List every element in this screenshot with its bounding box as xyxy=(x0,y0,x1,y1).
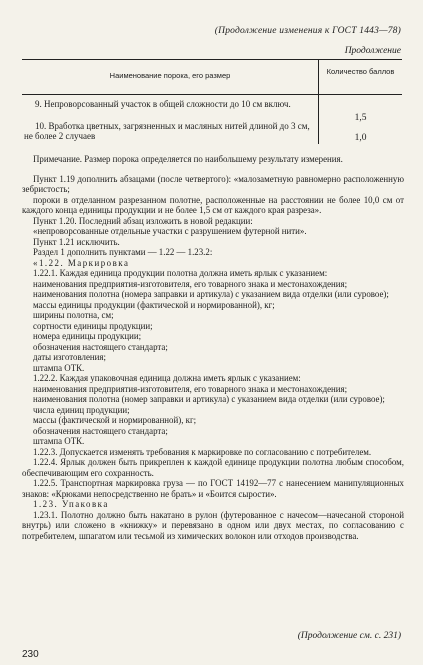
paragraph: штампа ОТК. xyxy=(33,436,85,446)
paragraph: наименования полотна (номер заправки и артикула) с указанием вида отделки (или суровое); xyxy=(33,394,385,404)
document-body xyxy=(22,154,404,541)
paragraph: «непроворсованные отдельные участки с разрушением футерной нити». xyxy=(33,226,307,236)
continuation-label: Продолжение xyxy=(344,46,401,56)
column-header-defect: Наименование порока, его размер xyxy=(109,71,231,80)
paragraph: 1.23.1. Полотно должно быть накатано в рулон (футерованное с начесом—начесаной стороной внутрь) или сложено в «книжку» и перевязано в одном или двух местах, по согласованию с потребителем, шпагатом или тесьмой из химических волокон или отходов производства. xyxy=(22,509,404,541)
paragraph: наименования предприятия-изготовителя, его товарного знака и местонахождения; xyxy=(33,278,348,289)
note-paragraph: Примечание. Размер порока определяется по наибольшему результату измерения. xyxy=(33,154,343,164)
paragraph: ширины полотна, см; xyxy=(33,310,114,320)
paragraph: числа единиц продукции; xyxy=(33,404,130,415)
paragraph: сортности единицы продукции; xyxy=(33,320,153,331)
table-header-rule xyxy=(22,94,402,95)
table-top-rule xyxy=(22,59,402,60)
running-header: (Продолжение изменения к ГОСТ 1443—78) xyxy=(214,26,401,36)
paragraph: 1.22.1. Каждая единица продукции полотна должна иметь ярлык с указанием: xyxy=(33,268,328,278)
paragraph: номера единицы продукции; xyxy=(33,331,142,341)
table-row-text: 10. Вработка цветных, загрязненных и масляных нитей длиной до 3 см, не более 2 случаев xyxy=(24,121,310,141)
paragraph: 1.22.2. Каждая упаковочная единица должна иметь ярлык с указанием: xyxy=(33,373,301,383)
paragraph: даты изготовления; xyxy=(33,352,106,362)
section-heading: 1.23. Упаковка xyxy=(33,499,109,509)
continuation-footer: (Продолжение см. с. 231) xyxy=(297,631,401,641)
table-row-text: 9. Непроворсованный участок в общей сложности до 10 см включ. xyxy=(35,99,291,109)
paragraph: штампа ОТК. xyxy=(33,362,85,373)
paragraph: наименования предприятия-изготовителя, его товарного знака и местонахождения; xyxy=(33,383,348,394)
paragraph: 1.22.4. Ярлык должен быть прикреплен к каждой единице продукции полотна любым способом, обеспечивающим его сохранность. xyxy=(22,457,404,478)
paragraph: Пункт 1.20. Последний абзац изложить в новой редакции: xyxy=(33,215,253,226)
paragraph: Раздел 1 дополнить пунктами — 1.22 — 1.23.2: xyxy=(33,247,213,257)
defects-table xyxy=(22,59,402,144)
paragraph: наименования полотна (номера заправки и артикула) с указанием вида отделки (или суровое); xyxy=(33,289,389,299)
paragraph: 1.22.3. Допускается изменять требования к маркировке по согласованию с потребителем. xyxy=(33,446,372,457)
paragraph: Пункт 1.21 исключить. xyxy=(33,236,120,247)
paragraph: Пункт 1.19 дополнить абзацами (после четвертого): «малозаметную равномерно расположенную зебристость; xyxy=(22,173,404,194)
paragraph: пороки в отделанном разрезанном полотне, расположенные на расстоянии не более 10,0 см от каждого конца единицы продукции и не более 1,5 см от каждого края разреза». xyxy=(22,194,404,215)
paragraph: 1.22.5. Транспортная маркировка груза — по ГОСТ 14192—77 с нанесением манипуляционных знаков: «Крюками непосредственно не брать» и «Боится сырости». xyxy=(22,478,404,499)
table-row-value: 1,0 xyxy=(354,133,367,143)
paragraph: массы (фактической и нормированной), кг; xyxy=(33,415,197,425)
page-number: 230 xyxy=(22,649,39,660)
column-header-points: Количество баллов xyxy=(326,67,395,76)
table-row-value: 1,5 xyxy=(354,113,367,123)
paragraph: обозначения настоящего стандарта; xyxy=(33,425,168,436)
paragraph: массы единицы продукции (фактической и нормированной), кг; xyxy=(33,299,275,310)
paragraph: обозначения настоящего стандарта; xyxy=(33,341,168,352)
section-heading: «1.22. Маркировка xyxy=(33,257,130,268)
